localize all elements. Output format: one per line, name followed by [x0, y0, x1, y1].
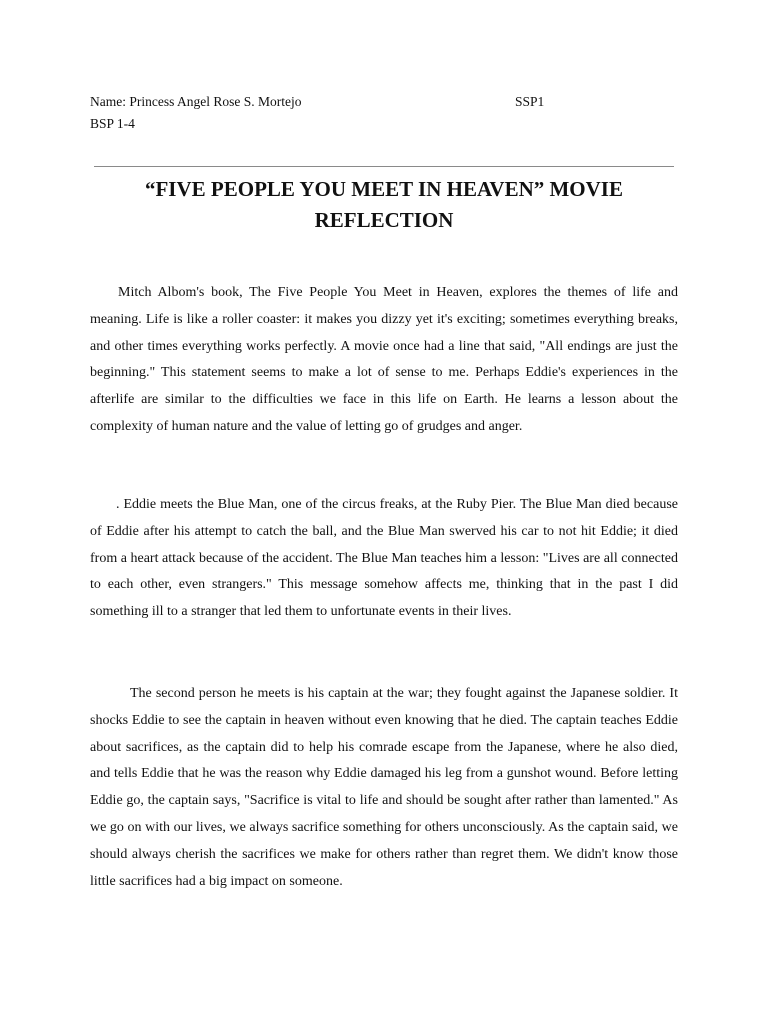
document-title: “FIVE PEOPLE YOU MEET IN HEAVEN” MOVIE REFLECTION — [144, 177, 623, 232]
course-code: SSP1 — [515, 94, 545, 109]
section-label: BSP 1-4 — [90, 116, 135, 131]
horizontal-divider — [94, 166, 674, 167]
paragraph-intro: Mitch Albom's book, The Five People You Meet in Heaven, explores the themes of life and meaning. Life is like a roller coaster: it makes you dizzy yet it's exciting; sometimes everything breaks, and other times everything works perfectly. A movie once had a line that said, "All endings are just the beginning." This statement seems to make a lot of sense to me. Perhaps Eddie's experiences in the afterlife are similar to the difficulties we face in this life on Earth. He learns a lesson about the complexity of human nature and the value of letting go of grudges and anger. — [90, 285, 678, 434]
paragraph-captain: The second person he meets is his captain at the war; they fought against the Japanese soldier. It shocks Eddie to see the captain in heaven without even knowing that he died. The captain teaches Eddie about sacrifices, as the captain did to help his comrade escape from the Japanese, where he also died, and tells Eddie that he was the reason why Eddie damaged his leg from a gunshot wound. Before letting Eddie go, the captain says, "Sacrifice is vital to life and should be sought after rather than lamented." As we go on with our lives, we always sacrifice something for others unconsciously. As the captain said, we should always cherish the sacrifices we make for others rather than regret them. We didn't know those little sacrifices had a big impact on someone. — [90, 686, 678, 889]
paragraph-blue-man: . Eddie meets the Blue Man, one of the circus freaks, at the Ruby Pier. The Blue Man died because of Eddie after his attempt to catch the ball, and the Blue Man swerved his car to not hit Eddie; it died from a heart attack because of the accident. The Blue Man teaches him a lesson: "Lives are all connected to each other, even strangers." This message somehow affects me, thinking that in the past I did something ill to a stranger that led them to unfortunate events in their lives. — [90, 497, 678, 620]
student-name: Name: Princess Angel Rose S. Mortejo — [90, 94, 302, 109]
